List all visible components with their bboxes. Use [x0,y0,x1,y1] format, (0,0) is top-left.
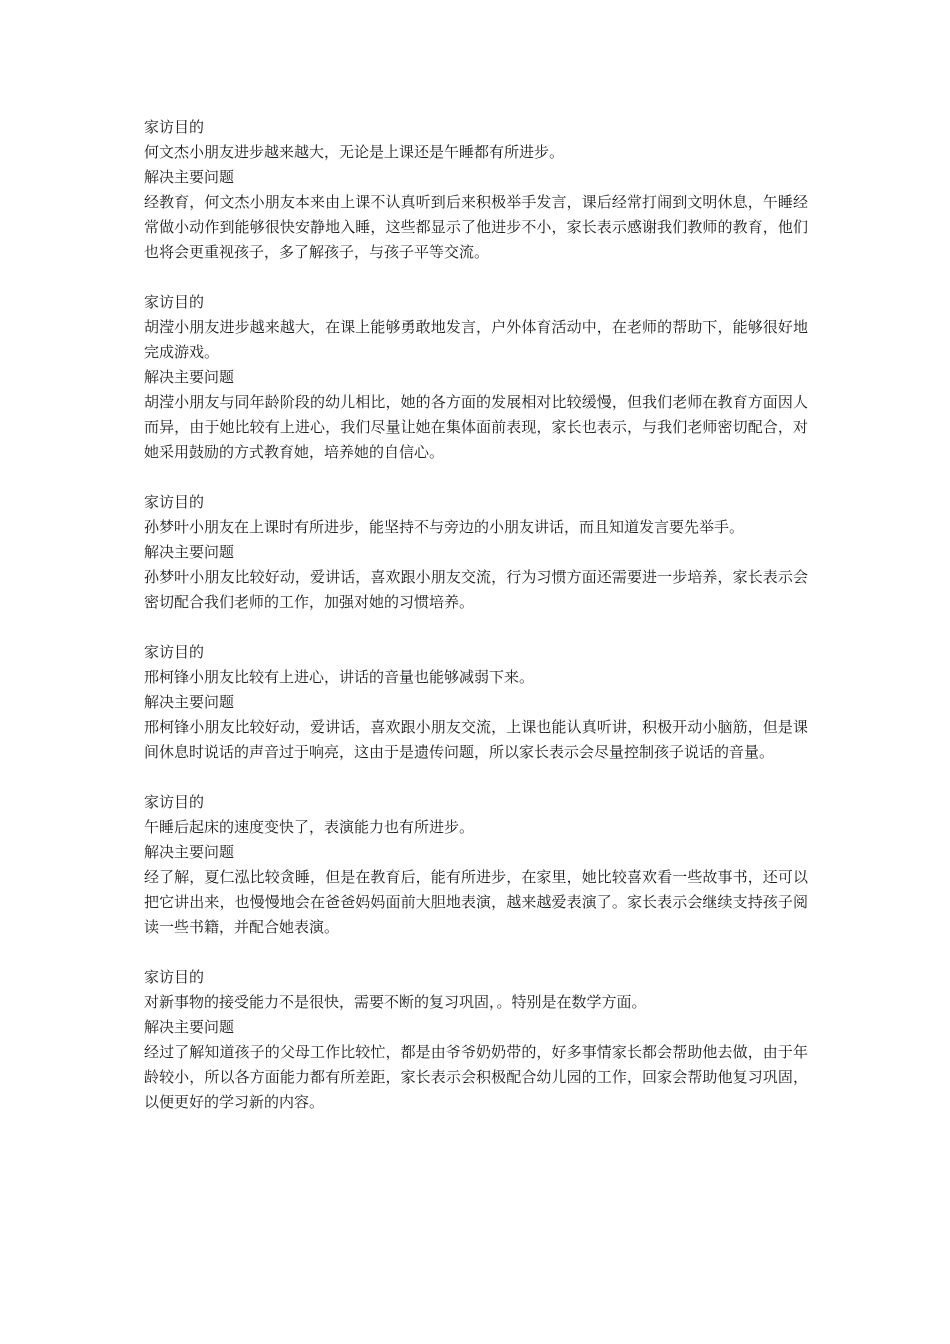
document-body [144,115,808,1140]
main-problem-heading: 解决主要问题 [144,1018,235,1036]
visit-purpose-text: 孙梦叶小朋友在上课时有所进步，能坚持不与旁边的小朋友讲话，而且知道发言要先举手。 [144,518,745,536]
main-problem-text: 经教育，何文杰小朋友本来由上课不认真听到后来积极举手发言，课后经常打闹到文明休息，午睡经常做小动作到能够很快安静地入睡，这些都显示了他进步不小，家长表示感谢我们教师的教育，他们也将会更重视孩子，多了解孩子，与孩子平等交流。 [144,193,808,261]
main-problem-heading: 解决主要问题 [144,368,235,386]
visit-purpose-heading: 家访目的 [144,293,205,311]
visit-purpose-heading: 家访目的 [144,118,205,136]
main-problem-text: 孙梦叶小朋友比较好动，爱讲话，喜欢跟小朋友交流，行为习惯方面还需要进一步培养，家长表示会密切配合我们老师的工作，加强对她的习惯培养。 [144,568,808,611]
home-visit-record-3 [144,490,808,615]
home-visit-record-4 [144,640,808,765]
main-problem-text: 经过了解知道孩子的父母工作比较忙，都是由爷爷奶奶带的，好多事情家长都会帮助他去做，由于年龄较小，所以各方面能力都有所差距，家长表示会积极配合幼儿园的工作，回家会帮助他复习巩固，以便更好的学习新的内容。 [144,1043,808,1111]
home-visit-record-1 [144,115,808,265]
home-visit-record-5 [144,790,808,940]
main-problem-heading: 解决主要问题 [144,843,235,861]
main-problem-heading: 解决主要问题 [144,543,235,561]
main-problem-heading: 解决主要问题 [144,693,235,711]
visit-purpose-heading: 家访目的 [144,968,205,986]
visit-purpose-heading: 家访目的 [144,643,205,661]
main-problem-heading: 解决主要问题 [144,168,235,186]
home-visit-record-2 [144,290,808,465]
main-problem-text: 邢柯锋小朋友比较好动，爱讲话，喜欢跟小朋友交流，上课也能认真听讲，积极开动小脑筋，但是课间休息时说话的声音过于响亮，这由于是遗传问题，所以家长表示会尽量控制孩子说话的音量。 [144,718,808,761]
home-visit-record-6 [144,965,808,1115]
main-problem-text: 经了解，夏仁泓比较贪睡，但是在教育后，能有所进步，在家里，她比较喜欢看一些故事书，还可以把它讲出来，也慢慢地会在爸爸妈妈面前大胆地表演，越来越爱表演了。家长表示会继续支持孩子阅读一些书籍，并配合她表演。 [144,868,808,936]
visit-purpose-text: 邢柯锋小朋友比较有上进心，讲话的音量也能够减弱下来。 [144,668,535,686]
main-problem-text: 胡滢小朋友与同年龄阶段的幼儿相比，她的各方面的发展相对比较缓慢，但我们老师在教育方面因人而异，由于她比较有上进心，我们尽量让她在集体面前表现，家长也表示，与我们老师密切配合，对她采用鼓励的方式教育她，培养她的自信心。 [144,393,808,461]
visit-purpose-text: 对新事物的接受能力不是很快，需要不断的复习巩固，。特别是在数学方面。 [144,993,647,1011]
visit-purpose-text: 何文杰小朋友进步越来越大，无论是上课还是午睡都有所进步。 [144,143,565,161]
visit-purpose-text: 胡滢小朋友进步越来越大，在课上能够勇敢地发言，户外体育活动中，在老师的帮助下，能够很好地完成游戏。 [144,318,808,361]
visit-purpose-heading: 家访目的 [144,493,205,511]
visit-purpose-text: 午睡后起床的速度变快了，表演能力也有所进步。 [144,818,475,836]
visit-purpose-heading: 家访目的 [144,793,205,811]
